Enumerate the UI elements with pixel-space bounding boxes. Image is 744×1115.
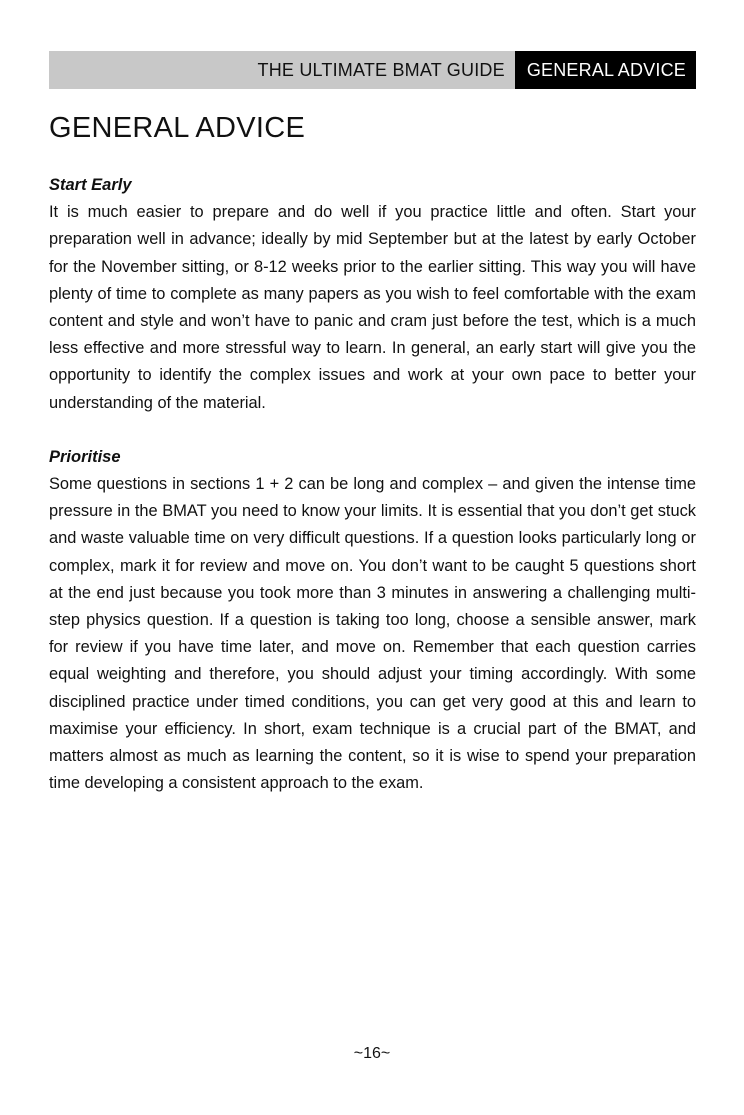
header-section-label: GENERAL ADVICE — [515, 51, 696, 89]
section-body: It is much easier to prepare and do well if you practice little and often. Start your preparation well in advance; ideally by mid September but at the latest by early October for the November sitting, or 8-12 weeks prior to the earlier sitting. This way you will have plenty of time to complete as many papers as you wish to feel comfortable with the exam content and style and won’t have to panic and cram just before the test, which is a much less effective and more stressful way to learn. In general, an early start will give you the opportunity to identify the complex issues and work at your own pace to better your understanding of the material. — [49, 203, 696, 412]
section-body: Some questions in sections 1 + 2 can be long and complex – and given the intense time pressure in the BMAT you need to know your limits. It is essential that you don’t get stuck and waste valuable time on very difficult questions. If a question looks particularly long or complex, mark it for review and move on. You don’t want to be caught 5 questions short at the end just because you took more than 3 minutes in answering a challenging multi-step physics question. If a question is taking too long, choose a sensible answer, mark for review if you have time later, and move on. Remember that each question carries equal weighting and therefore, you should adjust your timing accordingly. With some disciplined practice under timed conditions, you can get very good at this and learn to maximise your efficiency. In short, exam technique is a crucial part of the BMAT, and matters almost as much as learning the content, so it is wise to spend your preparation time developing a consistent approach to the exam. — [49, 475, 696, 793]
section-heading: Start Early — [49, 176, 132, 194]
section-heading: Prioritise — [49, 447, 121, 466]
header-guide-title: THE ULTIMATE BMAT GUIDE — [257, 59, 505, 80]
page-content — [49, 172, 696, 797]
section-prioritise — [49, 444, 696, 798]
page-number: ~16~ — [353, 1045, 391, 1062]
running-header — [49, 51, 696, 89]
page-title: GENERAL ADVICE — [49, 112, 306, 144]
section-start-early — [49, 172, 696, 417]
